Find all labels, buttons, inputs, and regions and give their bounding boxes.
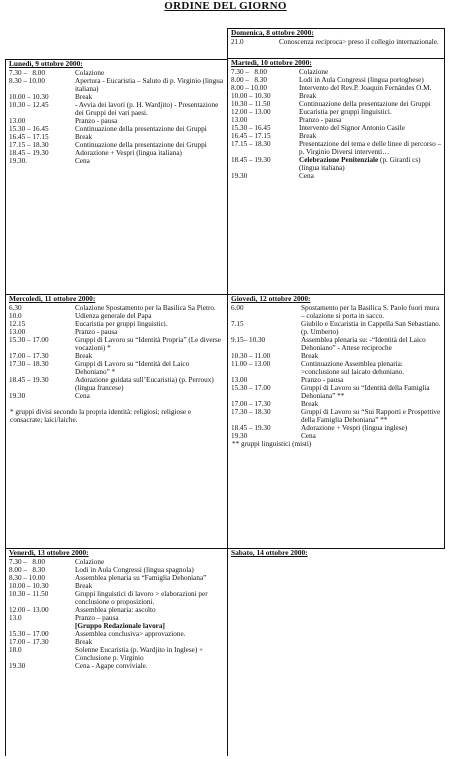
schedule-activity: Break (75, 92, 93, 101)
schedule-row (228, 116, 444, 124)
footnote: ** gruppi linguistici (misti) (232, 439, 312, 448)
schedule-activity: Colazione Spostamento per la Basilica Sa Pietro. (75, 303, 216, 312)
schedule-row (6, 141, 227, 149)
schedule-time: 21.0 (231, 37, 244, 46)
schedule-time: 13.00 (231, 375, 248, 384)
day-header: Martedì, 10 ottobre 2000: (231, 58, 312, 67)
schedule-time: 7.30 – 8.00 (9, 68, 45, 77)
schedule-row (228, 38, 444, 46)
schedule-time: 13.0 (9, 613, 22, 622)
schedule-row (6, 93, 227, 101)
schedule-activity: Break (75, 132, 93, 141)
schedule-row (228, 172, 444, 180)
schedule-activity: Apertura - Eucaristia – Saluto di p. Virginio (lingua italiana) (75, 76, 224, 93)
schedule-activity: Celebrazione Penitenziale (p. Girardi cs) (lingua italiana) (299, 155, 421, 172)
schedule-time: 18.0 (9, 645, 22, 654)
day-header: Sabato, 14 ottobre 2000: (231, 548, 308, 557)
schedule-rows (6, 304, 227, 400)
schedule-rows (228, 38, 444, 46)
schedule-time: 6.00 (231, 303, 244, 312)
schedule-rows (228, 304, 444, 440)
schedule-row (228, 108, 444, 116)
schedule-activity: Lodi in Aula Congressi (lingua spagnola) (75, 565, 194, 574)
schedule-time: 7.15 (231, 319, 244, 328)
schedule-activity: Gruppi di Lavoro su “Identità della Famiglia Dehoniana” ** (301, 383, 430, 400)
schedule-row (6, 69, 227, 77)
schedule-activity: Spostamento per la Basilica S. Paolo fuori mura – colazione si porta in sacco. (301, 303, 440, 320)
schedule-time: 15.30 – 17.00 (231, 383, 271, 392)
schedule-activity: Assemblea plenaria su: -“Identità del Laico Dehoniano” - Attese reciproche (301, 335, 426, 352)
schedule-activity: Eucaristia per gruppi linguistici. (75, 319, 168, 328)
schedule-row (6, 157, 227, 165)
schedule-row (6, 558, 227, 566)
schedule-row (228, 304, 444, 320)
schedule-time: 10.00 – 10.30 (9, 581, 49, 590)
schedule-time: 17.30 – 18.30 (231, 407, 271, 416)
schedule-activity: Break (301, 399, 319, 408)
schedule-time: 10.00 – 10.30 (9, 92, 49, 101)
schedule-row (228, 76, 444, 84)
schedule-activity: Solenne Eucaristia (p. Wardjito in Inglese) + Conclusione p. Virginio (75, 645, 204, 662)
schedule-rows (6, 69, 227, 165)
schedule-activity: Cena - Agape conviviale. (75, 661, 148, 670)
day-header: Venerdì, 13 ottobre 2000: (9, 548, 89, 557)
day-header: Giovedì, 12 ottobre 2000: (231, 294, 311, 303)
schedule-activity: Break (301, 351, 319, 360)
schedule-row (6, 630, 227, 638)
schedule-activity: Colazione (75, 557, 105, 566)
schedule-activity: Pranzo – pausa (75, 613, 119, 622)
schedule-time: 12.00 – 13.00 (9, 605, 49, 614)
schedule-activity: Pranzo - pausa (299, 115, 342, 124)
schedule-time: 10.30 – 11.00 (231, 351, 271, 360)
schedule-row (6, 638, 227, 646)
schedule-time: 18.45 – 19.30 (9, 375, 49, 384)
schedule-row (6, 125, 227, 133)
schedule-row (6, 606, 227, 614)
schedule-activity: - Avvia dei lavori (p. H. Wardjito) - Presentazione dei Gruppi dei vari paesi. (75, 100, 219, 117)
schedule-activity: Gruppi di Lavoro su “Identità del Laico Dehoniano” * (75, 359, 190, 376)
schedule-time: 17.00 – 17.30 (231, 399, 271, 408)
schedule-time: 15.30 – 16.45 (9, 124, 49, 133)
schedule-activity: Gruppi di Lavoro su “Identità Propria” (Le diverse vocazioni) * (75, 335, 221, 352)
schedule-time: 7.30 – 8.00 (231, 67, 267, 76)
schedule-time: 6.30 (9, 303, 22, 312)
schedule-activity: Break (75, 581, 93, 590)
schedule-time: 17.30 – 18.30 (9, 359, 49, 368)
schedule-time: 8.00 – 8.30 (231, 75, 267, 84)
day-block-sunday (227, 28, 445, 59)
schedule-activity: Pranzo - pausa (75, 116, 118, 125)
schedule-row (228, 400, 444, 408)
schedule-activity: Break (299, 131, 317, 140)
schedule-activity: Intervento del Signor Antonio Casile (299, 123, 405, 132)
schedule-activity: Colazione (75, 68, 105, 77)
schedule-time: 10.30 – 11.50 (231, 99, 271, 108)
schedule-row (6, 582, 227, 590)
schedule-row (228, 156, 444, 172)
schedule-activity: Adorazione guidata sull’Eucaristia) (p. Perroux) (lingua francese) (75, 375, 214, 392)
schedule-activity: Adorazione + Vespri (lingua inglese) (301, 423, 408, 432)
document-title: ORDINE DEL GIORNO (164, 0, 287, 12)
schedule-activity: Cena (75, 391, 90, 400)
schedule-row (228, 360, 444, 376)
schedule-row (228, 140, 444, 156)
schedule-activity: Gruppi linguistici di lavoro > elaborazioni per conclusione o proposizioni. (75, 589, 208, 606)
schedule-time: 16.45 – 17.15 (9, 132, 49, 141)
schedule-time: 19.30 (231, 171, 248, 180)
schedule-time: 13.00 (231, 115, 248, 124)
schedule-time: 18.45 – 19.30 (231, 423, 271, 432)
day-header: Lunedì, 9 ottobre 2000: (9, 59, 83, 68)
schedule-activity: Break (75, 351, 93, 360)
schedule-time: 12.15 (9, 319, 26, 328)
schedule-activity: Presentazione del tema e delle linee di percorso – p. Virginio Diversi interventi… (299, 139, 442, 156)
schedule-row (6, 614, 227, 622)
schedule-time: 11.00 – 13.00 (231, 359, 271, 368)
schedule-activity: Cena (299, 171, 314, 180)
schedule-activity: [Gruppo Redazionale lavora] (75, 621, 165, 630)
schedule-time: 10.30 – 11.50 (9, 589, 49, 598)
schedule-activity: Gruppi di Lavoro su “Sui Rapporti e Prospettive della Famiglia Dehoniana” ** (301, 407, 441, 424)
day-header: Domenica, 8 ottobre 2000: (231, 28, 314, 37)
day-block-tuesday (227, 59, 445, 295)
schedule-activity: Assemblea plenaria: ascolto (75, 605, 156, 614)
schedule-row (228, 84, 444, 92)
day-block-thursday (227, 295, 445, 549)
schedule-time: 15.30 – 16.45 (231, 123, 271, 132)
schedule-time: 17.00 – 17.30 (9, 351, 49, 360)
schedule-row (228, 320, 444, 336)
schedule-row (6, 392, 227, 400)
schedule-time: 19.30 (231, 431, 248, 440)
schedule-row (6, 117, 227, 125)
schedule-rows (228, 68, 444, 180)
schedule-row (6, 376, 227, 392)
schedule-time: 8.00 – 10.00 (231, 83, 267, 92)
schedule-row (6, 590, 227, 606)
schedule-time: 10.30 – 12.45 (9, 100, 49, 109)
schedule-time: 17.15 – 18.30 (231, 139, 271, 148)
schedule-activity: Continuazione della presentazione dei Gruppi (75, 124, 207, 133)
schedule-time: 9.15– 10.30 (231, 335, 266, 344)
schedule-row (6, 360, 227, 376)
schedule-time: 13.00 (9, 327, 26, 336)
schedule-time: 8.00 – 8.30 (9, 565, 45, 574)
schedule-row (6, 101, 227, 117)
schedule-activity: Udienza generale del Papa (75, 311, 152, 320)
schedule-time: 10.0 (9, 311, 22, 320)
schedule-row (6, 646, 227, 662)
schedule-rows (6, 558, 227, 670)
schedule-activity: Colazione (299, 67, 329, 76)
schedule-row (228, 424, 444, 432)
schedule-row (228, 336, 444, 352)
schedule-activity: Assemblea plenaria su “Famiglia Dehoniana” (75, 573, 207, 582)
schedule-row (6, 328, 227, 336)
schedule-row (6, 352, 227, 360)
schedule-activity: Pranzo - pausa (75, 327, 118, 336)
day-block-saturday (227, 549, 445, 756)
schedule-time: 13.00 (9, 116, 26, 125)
schedule-activity: Pranzo - pausa (301, 375, 344, 384)
schedule-time: 19.30 (9, 391, 26, 400)
schedule-activity: Lodi in Aula Congressi (lingua portoghese) (299, 75, 424, 84)
schedule-time: 19.30. (9, 156, 27, 165)
schedule-time (6, 622, 75, 630)
schedule-row (6, 320, 227, 328)
footnote: * gruppi divisi secondo la propria identità: religiosi; religiose e consacrate; laici/laiche. (10, 407, 192, 424)
schedule-time: 18.45 – 19.30 (231, 155, 271, 164)
schedule-activity: Continuazione della presentazione dei Gruppi (299, 99, 431, 108)
schedule-activity: Continuazione Assemblea plenaria: >conclusione sul laicato dehoniano. (301, 359, 405, 376)
schedule-row (6, 622, 227, 630)
schedule-activity: Cena (75, 156, 90, 165)
schedule-row (228, 100, 444, 108)
schedule-activity: Giubilo e Eucaristia in Cappella San Sebastiano. (p. Umberto) (301, 319, 441, 336)
schedule-row (6, 77, 227, 93)
day-header: Mercoledì, 11 ottobre 2000: (9, 294, 96, 303)
day-block-friday (5, 549, 227, 756)
schedule-time: 17.00 – 17.30 (9, 637, 49, 646)
schedule-activity: Eucaristia per gruppi linguistici. (299, 107, 392, 116)
schedule-row (6, 566, 227, 574)
schedule-row (6, 149, 227, 157)
schedule-time: 8.30 – 10.00 (9, 76, 45, 85)
schedule-time: 10.00 – 10.30 (231, 91, 271, 100)
schedule-activity: Break (299, 91, 317, 100)
schedule-row (228, 432, 444, 440)
schedule-activity: Adorazione + Vespri (lingua italiana) (75, 148, 182, 157)
schedule-row (228, 124, 444, 132)
schedule-time: 8.30 – 10.00 (9, 573, 45, 582)
schedule-time: 12.00 – 13.00 (231, 107, 271, 116)
schedule-time: 15.30 – 17.00 (9, 335, 49, 344)
schedule-time: 17.15 – 18.30 (9, 140, 49, 149)
schedule-row (6, 336, 227, 352)
schedule-row (228, 408, 444, 424)
day-block-wednesday (5, 295, 227, 549)
schedule-activity: Cena (301, 431, 316, 440)
schedule-activity: Break (75, 637, 93, 646)
schedule-row (6, 133, 227, 141)
schedule-time: 7.30 – 8.00 (9, 557, 45, 566)
schedule-time: 15.30 – 17.00 (9, 629, 49, 638)
schedule-row (228, 384, 444, 400)
day-block-monday (5, 59, 227, 295)
schedule-row (228, 376, 444, 384)
schedule-activity: Assemblea conclusiva> approvazione. (75, 629, 186, 638)
schedule-row (228, 132, 444, 140)
schedule-activity: Conoscenza reciproca> preso il collegio internazionale. (279, 37, 439, 46)
schedule-time: 19.30 (9, 661, 26, 670)
schedule-time: 18.45 – 19.30 (9, 148, 49, 157)
schedule-row (6, 312, 227, 320)
schedule-row (6, 662, 227, 670)
schedule-row (228, 92, 444, 100)
schedule-activity: Intervento del Rev.P. Joaquin Fernándes O.M. (299, 83, 432, 92)
schedule-row (228, 68, 444, 76)
schedule-row (6, 304, 227, 312)
schedule-row (6, 574, 227, 582)
schedule-time: 16.45 – 17.15 (231, 131, 271, 140)
schedule-row (228, 352, 444, 360)
schedule-activity: Continuazione della presentazione dei Gruppi (75, 140, 207, 149)
